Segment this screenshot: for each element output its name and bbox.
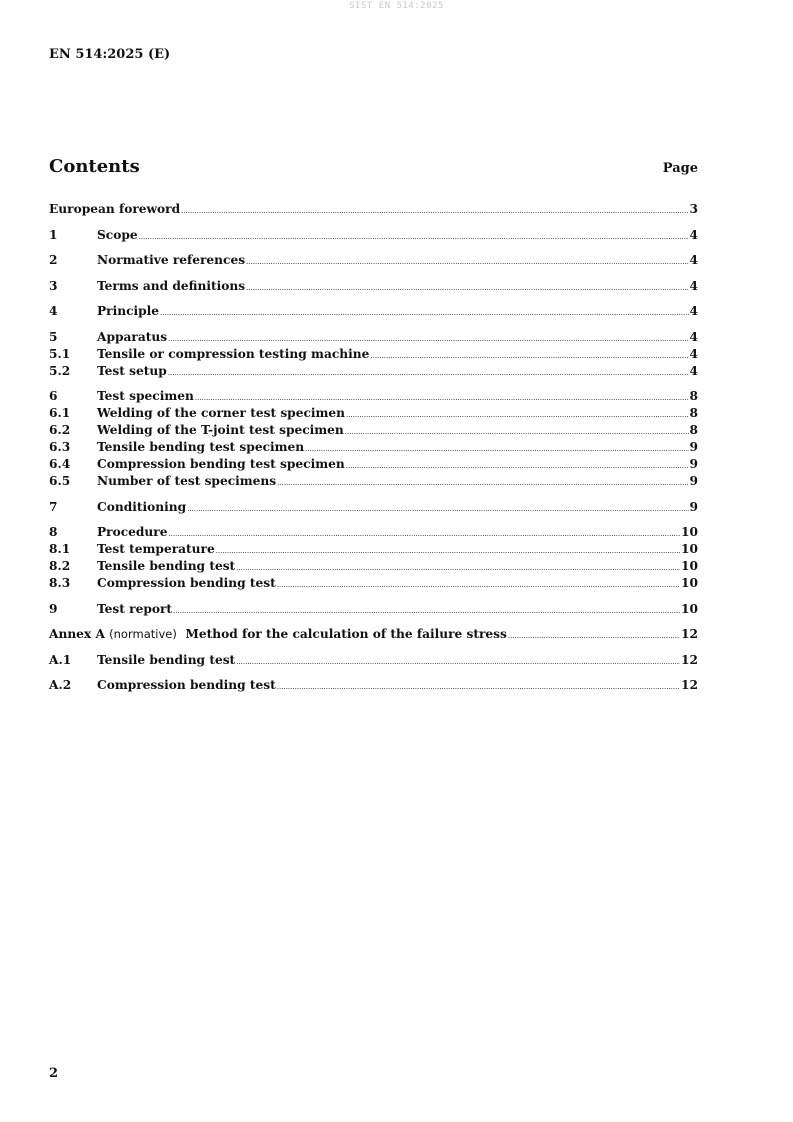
toc-entry-title: European foreword (49, 202, 181, 216)
toc-dot-leader (168, 526, 680, 543)
toc-entry-page: 9 (689, 440, 698, 454)
toc-entry-page: 9 (689, 474, 698, 488)
toc-entry[interactable] (49, 652, 698, 669)
toc-entry-page: 4 (689, 253, 698, 267)
toc-entry-title: Welding of the corner test specimen (97, 406, 346, 420)
toc-entry-number: 8 (49, 525, 58, 539)
contents-heading-row (49, 156, 698, 177)
toc-entry[interactable] (49, 303, 698, 320)
toc-dot-leader (246, 254, 688, 271)
toc-entry-title: Compression bending test (97, 576, 276, 590)
toc-entry-page: 10 (681, 542, 698, 556)
toc-entry-page: 8 (689, 389, 698, 403)
toc-dot-leader (277, 679, 680, 696)
toc-dot-leader (181, 203, 688, 220)
toc-entry[interactable] (49, 278, 698, 295)
toc-entry-title: Scope (97, 227, 138, 242)
toc-entry-number: 6.2 (49, 423, 71, 437)
toc-annex-title: Method for the calculation of the failure stress (185, 627, 507, 641)
toc-entry[interactable] (49, 227, 698, 244)
page-column-label: Page (662, 161, 698, 176)
watermark: SIST EN 514:2025 (349, 1, 444, 11)
toc-entry[interactable] (49, 541, 698, 558)
toc-entry-title: Tensile or compression testing machine (97, 346, 370, 361)
toc-dot-leader (187, 501, 688, 518)
toc-dot-leader (195, 390, 689, 407)
toc-entry-number: 4 (49, 304, 58, 318)
toc-dot-leader (236, 560, 680, 577)
toc-entry-title: Principle (97, 304, 160, 318)
toc-dot-leader (160, 305, 688, 322)
toc-entry-page: 4 (689, 363, 698, 378)
toc-entry-page: 10 (681, 559, 698, 573)
toc-dot-leader (173, 603, 680, 620)
toc-dot-leader (508, 628, 680, 645)
toc-entry[interactable] (49, 499, 698, 516)
toc-entry-title: Welding of the T-joint test specimen (97, 423, 344, 437)
toc-dot-leader (305, 441, 688, 458)
toc-entry-title: Conditioning (97, 499, 187, 514)
toc-entry[interactable] (49, 346, 698, 363)
toc-annex-label: Annex A (49, 627, 105, 641)
toc-entry-title: Test setup (97, 363, 167, 378)
toc-dot-leader (277, 475, 688, 492)
toc-entry-number: 8.1 (49, 542, 71, 556)
toc-entry-page: 8 (689, 423, 698, 437)
toc-entry-page: 10 (681, 601, 698, 616)
toc-entry-number: 8.2 (49, 559, 71, 573)
toc-entry[interactable] (49, 626, 698, 643)
toc-entry-title: Normative references (97, 253, 246, 267)
toc-entry[interactable] (49, 388, 698, 405)
toc-entry[interactable] (49, 363, 698, 380)
document-header: EN 514:2025 (E) (49, 47, 171, 62)
toc-dot-leader (139, 229, 689, 246)
toc-entry-page: 10 (681, 576, 698, 590)
toc-entry-number: 6.1 (49, 406, 71, 420)
toc-entry-number: 6.3 (49, 440, 71, 454)
toc-entry-title: Tensile bending test (97, 559, 236, 573)
toc-entry-number: 3 (49, 278, 58, 293)
toc-entry-number: 9 (49, 601, 58, 616)
toc-entry[interactable] (49, 439, 698, 456)
toc-entry[interactable] (49, 677, 698, 694)
toc-entry-number: 5.1 (49, 346, 71, 361)
toc-entry[interactable] (49, 575, 698, 592)
toc-entry-page: 12 (681, 678, 698, 692)
toc-dot-leader (346, 407, 688, 424)
toc-entry-number: 6.4 (49, 457, 71, 471)
toc-entry[interactable] (49, 201, 698, 218)
toc-entry-title: Tensile bending test (97, 652, 236, 667)
toc-entry-title: Test report (97, 601, 173, 616)
toc-entry-page: 9 (689, 457, 698, 471)
toc-entry-page: 4 (689, 346, 698, 361)
toc-entry-title: Compression bending test specimen (97, 457, 345, 471)
contents-title: Contents (49, 156, 140, 177)
toc-entry-number: 1 (49, 227, 58, 242)
toc-entry-page: 8 (689, 406, 698, 420)
toc-entry[interactable] (49, 473, 698, 490)
toc-entry-title: Tensile bending test specimen (97, 440, 305, 454)
toc-dot-leader (370, 348, 688, 365)
toc-dot-leader (246, 280, 688, 297)
toc-entry-number: A.2 (49, 678, 72, 692)
toc-entry[interactable] (49, 252, 698, 269)
toc-entry-page: 12 (681, 652, 698, 667)
toc-entry-page: 4 (689, 278, 698, 293)
toc-entry-title: Apparatus (97, 329, 168, 344)
toc-entry-title: Test temperature (97, 542, 215, 556)
toc-dot-leader (168, 365, 689, 382)
toc-entry-title: Number of test specimens (97, 474, 277, 488)
toc-entry-title: Terms and definitions (97, 278, 246, 293)
toc-entry-number: 6.5 (49, 474, 71, 488)
toc-entry-number: 5 (49, 329, 58, 344)
toc-entry[interactable] (49, 456, 698, 473)
toc-entry-page: 4 (689, 329, 698, 344)
page-number: 2 (49, 1066, 59, 1081)
toc-entry[interactable] (49, 601, 698, 618)
toc-dot-leader (168, 331, 688, 348)
toc-entry-page: 12 (681, 627, 698, 641)
toc-entry-title: Test specimen (97, 389, 194, 403)
toc-annex-note: (normative) (109, 627, 177, 641)
toc-entry-page: 10 (681, 525, 698, 539)
toc-dot-leader (346, 458, 689, 475)
toc-dot-leader (216, 543, 680, 560)
toc-dot-leader (345, 424, 689, 441)
toc-dot-leader (236, 654, 680, 671)
toc-entry-number: A.1 (49, 652, 72, 667)
toc-entry[interactable] (49, 405, 698, 422)
toc-entry-number: 6 (49, 389, 58, 403)
toc-entry-title (49, 626, 507, 643)
toc-entry-number: 5.2 (49, 363, 71, 378)
toc-entry-number: 7 (49, 499, 58, 514)
toc-entry-title: Procedure (97, 525, 168, 539)
toc-entry-page: 3 (689, 202, 698, 216)
toc-entry[interactable] (49, 558, 698, 575)
toc-entry-page: 4 (689, 227, 698, 242)
toc-entry[interactable] (49, 422, 698, 439)
toc-entry-number: 2 (49, 253, 58, 267)
toc-entry-number: 8.3 (49, 576, 71, 590)
toc-entry-page: 9 (689, 499, 698, 514)
toc-entry-page: 4 (689, 304, 698, 318)
toc-dot-leader (277, 577, 680, 594)
toc-entry[interactable] (49, 524, 698, 541)
table-of-contents (49, 201, 698, 694)
toc-entry[interactable] (49, 329, 698, 346)
toc-entry-title: Compression bending test (97, 678, 276, 692)
